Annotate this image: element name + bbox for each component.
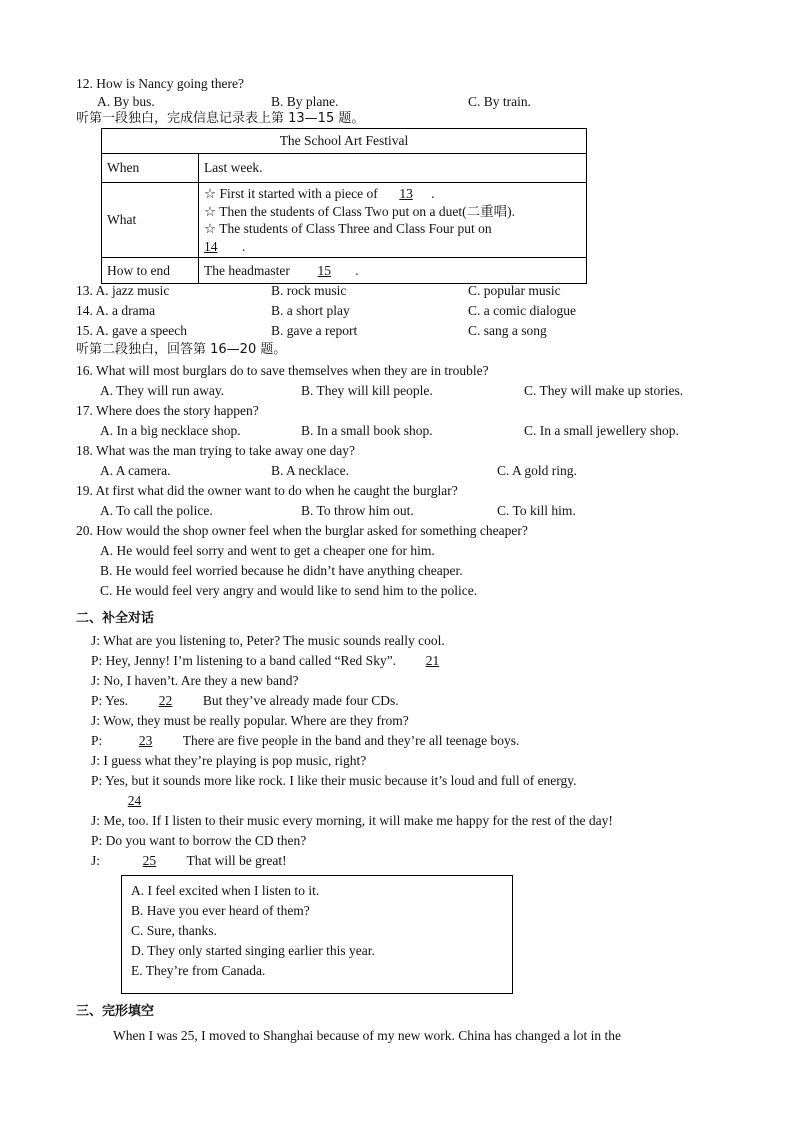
dialogue-option-d: D. They only started singing earlier this year. xyxy=(131,943,375,958)
table-title: The School Art Festival xyxy=(102,129,587,154)
dialogue-line-4-rest: But they’ve already made four CDs. xyxy=(199,693,399,708)
dialogue-line-9: J: Me, too. If I listen to their music every morning, it will make me happy for the rest of the day! xyxy=(91,813,613,828)
dialogue-line-5: J: Wow, they must be really popular. Where are they from? xyxy=(91,713,409,728)
dialogue-line-4 xyxy=(91,692,399,710)
what-line-2: ☆ Then the students of Class Two put on a duet(二重唱). xyxy=(204,203,516,219)
option-16c: C. They will make up stories. xyxy=(524,383,684,398)
info-record-table xyxy=(101,128,587,284)
option-12a: A. By bus. xyxy=(97,94,155,109)
blank-22[interactable]: 22 xyxy=(158,693,173,708)
dialogue-line-11-text: J: xyxy=(91,853,101,868)
option-18a: A. A camera. xyxy=(100,463,171,478)
option-19b: B. To throw him out. xyxy=(301,503,414,518)
table-when-label: When xyxy=(102,154,199,183)
dialogue-line-10: P: Do you want to borrow the CD then? xyxy=(91,833,307,848)
dialogue-line-6-rest: There are five people in the band and they’re all teenage boys. xyxy=(179,733,520,748)
option-14a: 14. A. a drama xyxy=(76,303,156,318)
dialogue-line-3: J: No, I haven’t. Are they a new band? xyxy=(91,673,299,688)
table-what-label: What xyxy=(102,183,199,258)
option-15a: 15. A. gave a speech xyxy=(76,323,187,338)
question-18-stem: 18. What was the man trying to take away one day? xyxy=(76,443,356,458)
option-13a: 13. A. jazz music xyxy=(76,283,170,298)
dialogue-option-b: B. Have you ever heard of them? xyxy=(131,903,310,918)
table-howtoend-label: How to end xyxy=(102,258,199,284)
option-17b: B. In a small book shop. xyxy=(301,423,433,438)
dialogue-option-a: A. I feel excited when I listen to it. xyxy=(131,883,320,898)
option-13c: C. popular music xyxy=(468,283,561,298)
dialogue-line-8: P: Yes, but it sounds more like rock. I like their music because it’s loud and full of energy. xyxy=(91,773,577,788)
dialogue-line-11-rest: That will be great! xyxy=(183,853,287,868)
option-16a: A. They will run away. xyxy=(100,383,225,398)
howtoend-end: . xyxy=(355,262,359,278)
monologue-2-instruction: 听第二段独白，回答第 16—20 题。 xyxy=(76,342,287,357)
blank-13[interactable]: 13 xyxy=(399,186,413,201)
question-16-stem: 16. What will most burglars do to save themselves when they are in trouble? xyxy=(76,363,489,378)
dialogue-line-8-blank-row xyxy=(107,792,162,810)
option-14c: C. a comic dialogue xyxy=(468,303,576,318)
section-2-title: 二、补全对话 xyxy=(76,611,155,626)
question-12-stem: 12. How is Nancy going there? xyxy=(76,76,244,91)
blank-15[interactable]: 15 xyxy=(317,262,331,278)
option-20c: C. He would feel very angry and would like to send him to the police. xyxy=(100,583,478,598)
option-17c: C. In a small jewellery shop. xyxy=(524,423,679,438)
option-18c: C. A gold ring. xyxy=(497,463,577,478)
cloze-paragraph-line-1: When I was 25, I moved to Shanghai because of my new work. China has changed a lot in the xyxy=(113,1028,621,1043)
option-15c: C. sang a song xyxy=(468,323,547,338)
question-19-stem: 19. At first what did the owner want to do when he caught the burglar? xyxy=(76,483,458,498)
question-17-stem: 17. Where does the story happen? xyxy=(76,403,259,418)
option-16b: B. They will kill people. xyxy=(301,383,433,398)
dialogue-option-c: C. Sure, thanks. xyxy=(131,923,217,938)
dialogue-line-2-text: P: Hey, Jenny! I’m listening to a band called “Red Sky”. xyxy=(91,653,397,668)
dialogue-option-e: E. They’re from Canada. xyxy=(131,963,266,978)
option-12b: B. By plane. xyxy=(271,94,339,109)
monologue-1-instruction: 听第一段独白，完成信息记录表上第 13—15 题。 xyxy=(76,111,365,126)
option-19a: A. To call the police. xyxy=(100,503,213,518)
dialogue-line-1: J: What are you listening to, Peter? The music sounds really cool. xyxy=(91,633,445,648)
section-3-title: 三、完形填空 xyxy=(76,1004,155,1019)
what-line-1-end: . xyxy=(431,186,435,201)
table-when-value: Last week. xyxy=(199,154,587,183)
dialogue-line-11 xyxy=(91,852,287,870)
option-17a: A. In a big necklace shop. xyxy=(100,423,241,438)
dialogue-line-4-text: P: Yes. xyxy=(91,693,129,708)
option-20a: A. He would feel sorry and went to get a cheaper one for him. xyxy=(100,543,435,558)
howtoend-text: The headmaster xyxy=(204,262,290,278)
dialogue-line-6 xyxy=(91,732,519,750)
what-line-1: ☆ First it started with a piece of xyxy=(204,186,378,201)
blank-21[interactable]: 21 xyxy=(425,653,440,668)
blank-24[interactable]: 24 xyxy=(127,793,142,808)
what-line-4-end: . xyxy=(242,238,246,254)
option-19c: C. To kill him. xyxy=(497,503,576,518)
table-what-cell xyxy=(199,183,587,258)
dialogue-line-2 xyxy=(91,652,465,670)
dialogue-line-6-text: P: xyxy=(91,733,103,748)
dialogue-line-7: J: I guess what they’re playing is pop music, right? xyxy=(91,753,367,768)
blank-14[interactable]: 14 xyxy=(204,238,218,254)
option-20b: B. He would feel worried because he didn’t have anything cheaper. xyxy=(100,563,463,578)
what-line-3: ☆ The students of Class Three and Class Four put on xyxy=(204,221,492,236)
table-howtoend-cell xyxy=(199,258,587,284)
blank-25[interactable]: 25 xyxy=(142,853,157,868)
options-box xyxy=(121,875,513,994)
option-18b: B. A necklace. xyxy=(271,463,349,478)
question-20-stem: 20. How would the shop owner feel when the burglar asked for something cheaper? xyxy=(76,523,528,538)
option-13b: B. rock music xyxy=(271,283,347,298)
option-14b: B. a short play xyxy=(271,303,350,318)
option-12c: C. By train. xyxy=(468,94,531,109)
option-15b: B. gave a report xyxy=(271,323,358,338)
blank-23[interactable]: 23 xyxy=(138,733,153,748)
